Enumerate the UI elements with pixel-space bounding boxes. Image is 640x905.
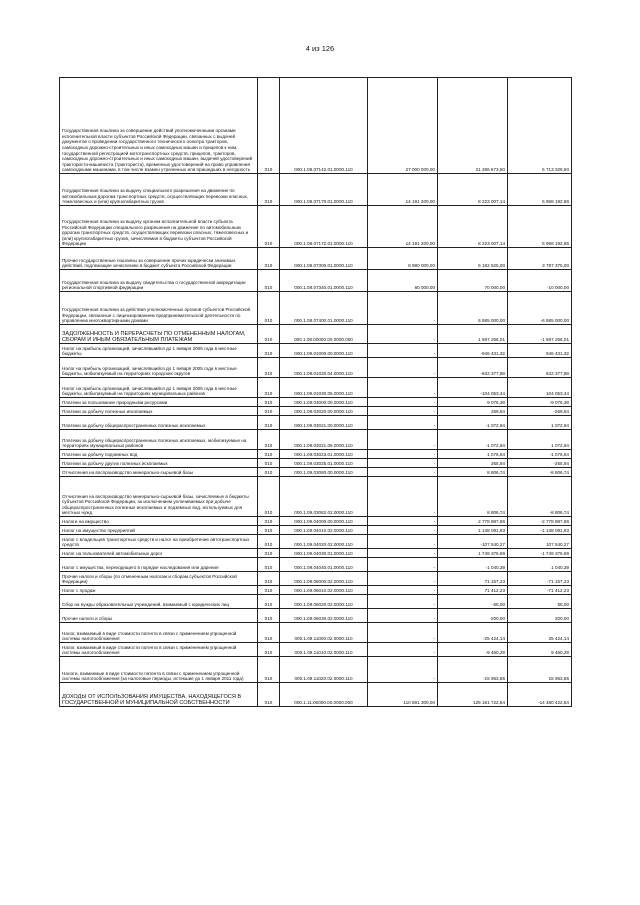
row-line-code: 010 [258,526,280,535]
row-name: Отчисления на воспроизводство минерально-сырьевой базы [60,468,258,477]
row-line-code: 010 [258,657,280,683]
row-name: Прочие налоги и сборы [60,609,258,623]
row-name: Платежи за добычу других полезных ископаемых [60,459,258,468]
row-line-code: 010 [258,683,280,707]
row-executed-value: 8 223 007,14 [438,206,508,248]
row-executed-value: 71 157,23 [438,572,508,586]
row-executed-value: 269,64 [438,407,508,416]
row-name: Налог на имущество предприятий [60,526,258,535]
row-executed-value: -1 072,94 [438,430,508,450]
row-executed-value: 125 161 722,84 [438,683,508,707]
row-budget-code: 000.1.09.03082.02.0000.110 [280,477,368,517]
row-executed-value: -1 072,94 [438,416,508,430]
row-name: Налоги, взимаемые в виде стоимости патента в связи с применением упрощенной системы налогообложения (за налоговые периоды, истекшие до 1 января 2011 года) [60,657,258,683]
row-plan-value: - [368,517,438,526]
row-plan-value: 14 191 200,00 [368,174,438,206]
row-remaining-value: 946 431,32 [508,344,572,358]
table-row [60,416,572,430]
row-remaining-value: -269,64 [508,407,572,416]
table-row [60,78,572,174]
row-name: Платежи за пользование природными ресурсами [60,398,258,407]
row-line-code: 010 [258,358,280,378]
row-remaining-value: 55,00 [508,595,572,609]
row-budget-code: 000.1.09.04020.02.0000.110 [280,535,368,549]
table-row [60,595,572,609]
row-line-code: 010 [258,595,280,609]
table-row [60,174,572,206]
row-remaining-value: 200,00 [508,609,572,623]
row-executed-value: 70 000,00 [438,270,508,292]
row-line-code: 010 [258,572,280,586]
row-plan-value: - [368,468,438,477]
row-line-code: 010 [258,477,280,517]
row-remaining-value: -71 412,23 [508,586,572,595]
row-executed-value: -25 424,14 [438,623,508,643]
row-remaining-value: -265,94 [508,459,572,468]
table-row [60,270,572,292]
row-plan-value: - [368,586,438,595]
row-name: Прочие налоги и сборы (по отмененным налогам и сборам субъектов Российской Федерации) [60,572,258,586]
row-plan-value: 27 000 000,00 [368,78,438,174]
row-line-code: 010 [258,586,280,595]
row-line-code: 010 [258,643,280,657]
row-remaining-value: 1 072,94 [508,430,572,450]
table-row [60,657,572,683]
row-remaining-value: -1 138 091,83 [508,526,572,535]
row-executed-value: -9 460,29 [438,643,508,657]
row-budget-code: 000.1.08.07340.01.0000.110 [280,270,368,292]
row-executed-value: -55,00 [438,595,508,609]
row-name: Прочие государственные пошлины за совершение прочих юридически значимых действий, подлежащие зачислению в бюджет субъекта Российской Федерации [60,248,258,270]
row-executed-value: -104 053,44 [438,378,508,398]
row-executed-value: 2 778 887,86 [438,517,508,526]
row-remaining-value: -8 806,74 [508,477,572,517]
row-plan-value: 14 191 200,00 [368,206,438,248]
table-row [60,477,572,517]
row-budget-code: 000.1.09.04040.01.0000.110 [280,558,368,572]
row-name: Сбор на нужды образовательных учреждений, взимаемый с юридических лиц [60,595,258,609]
row-budget-code: 000.1.08.07170.01.0000.110 [280,174,368,206]
table-row [60,643,572,657]
row-budget-code: 000.1.09.03021.05.0000.110 [280,430,368,450]
table-row [60,623,572,643]
row-remaining-value: 5 968 192,86 [508,206,572,248]
row-line-code: 010 [258,174,280,206]
row-name: ДОХОДЫ ОТ ИСПОЛЬЗОВАНИЯ ИМУЩЕСТВА, НАХОДЯЩЕГОСЯ В ГОСУДАРСТВЕННОЙ И МУНИЦИПАЛЬНОЙ СОБСТВЕННОСТИ [60,683,258,707]
row-plan-value: 8 980 000,00 [368,248,438,270]
row-name: Платежи за добычу полезных ископаемых [60,407,258,416]
row-name: Государственная пошлина за выдачу органом исполнительной власти субъекта Российской Федерации специального разрешения на движение по автомобильным дорогам транспортных средств, осуществляющих перевозки опасных, тяжеловесных и (или) крупногабаритных грузов, зачисляемая в бюджеты субъектов Российской Федерации [60,206,258,248]
row-line-code: 010 [258,344,280,358]
row-remaining-value: 15 963,85 [508,657,572,683]
table-row [60,358,572,378]
row-name: Налог, взимаемый в виде стоимости патента в связи с применением упрощенной системы налогообложения [60,643,258,657]
row-executed-value: 1 749 376,69 [438,549,508,558]
row-line-code: 010 [258,78,280,174]
row-executed-value: -107 540,27 [438,535,508,549]
row-line-code: 010 [258,407,280,416]
row-plan-value: - [368,292,438,325]
row-remaining-value: -9 076,38 [508,398,572,407]
row-budget-code: 000.1.09.03020.00.0000.110 [280,407,368,416]
row-name: Налог на пользователей автомобильных дорог [60,549,258,558]
table-row [60,586,572,595]
row-remaining-value: -14 480 422,84 [508,683,572,707]
row-executed-value: 71 412,23 [438,586,508,595]
row-plan-value: - [368,407,438,416]
row-plan-value: - [368,526,438,535]
row-name: Отчисления на воспроизводство минерально-сырьевой базы, зачисляемые в бюджеты субъектов Российской Федерации, за исключением уплачиваемых при добыче общераспространенных полезных ископаемых и подземных вод, используемых для местных нужд [60,477,258,517]
table-row [60,468,572,477]
row-remaining-value: -8 806,74 [508,468,572,477]
row-budget-code: 000.1.09.04010.02.0000.110 [280,526,368,535]
row-plan-value: - [368,609,438,623]
row-executed-value: 5 182 625,00 [438,248,508,270]
row-plan-value: - [368,595,438,609]
row-name: Налог на прибыль организаций, зачислявшийся до 1 января 2005 года в местные бюджеты [60,344,258,358]
row-line-code: 010 [258,450,280,459]
row-plan-value: 60 000,00 [368,270,438,292]
row-executed-value: -842 377,88 [438,358,508,378]
row-name: ЗАДОЛЖЕННОСТЬ И ПЕРЕРАСЧЕТЫ ПО ОТМЕНЕННЫМ НАЛОГАМ, СБОРАМ И ИНЫМ ОБЯЗАТЕЛЬНЫМ ПЛАТЕЖАМ [60,325,258,344]
budget-table [59,77,572,707]
row-name: Налог с владельцев транспортных средств и налог на приобретение автотранспортных средств [60,535,258,549]
row-plan-value: - [368,535,438,549]
row-executed-value: -1 040,39 [438,558,508,572]
row-plan-value: - [368,325,438,344]
row-executed-value: 8 223 007,14 [438,174,508,206]
row-budget-code: 000.1.09.04030.01.0000.110 [280,549,368,558]
row-budget-code: 000.1.09.11000.02.0000.110 [280,623,368,643]
row-executed-value: 8 806,74 [438,477,508,517]
row-executed-value: -15 963,85 [438,657,508,683]
row-executed-value: -946 431,32 [438,344,508,358]
row-budget-code: 000.1.09.03021.00.0000.110 [280,416,368,430]
row-line-code: 010 [258,430,280,450]
row-remaining-value: -6 585 000,00 [508,292,572,325]
row-line-code: 010 [258,609,280,623]
row-budget-code: 000.1.09.00000.00.0000.000 [280,325,368,344]
row-name: Налог, взимаемый в виде стоимости патента в связи с применением упрощенной системы налогообложения [60,623,258,643]
row-plan-value: - [368,643,438,657]
row-line-code: 010 [258,517,280,526]
row-line-code: 010 [258,623,280,643]
row-budget-code: 000.1.09.03023.01.0000.110 [280,450,368,459]
row-executed-value: -200,00 [438,609,508,623]
row-plan-value: - [368,558,438,572]
row-plan-value: - [368,477,438,517]
row-budget-code: 000.1.11.00000.00.0000.000 [280,683,368,707]
row-plan-value: - [368,344,438,358]
row-remaining-value: 1 072,94 [508,416,572,430]
row-remaining-value: 107 540,27 [508,535,572,549]
row-executed-value: 8 806,74 [438,468,508,477]
row-remaining-value: -1 687 266,01 [508,325,572,344]
row-name: Государственная пошлина за действия уполномоченных органов субъектов Российской Федерации, связанные с лицензированием предпринимательской деятельности по управлению многоквартирными домами [60,292,258,325]
table-row [60,344,572,358]
row-budget-code: 000.1.09.06010.02.0000.110 [280,586,368,595]
row-remaining-value: -10 000,00 [508,270,572,292]
row-remaining-value: -1 076,64 [508,450,572,459]
row-plan-value: - [368,657,438,683]
row-budget-code: 000.1.09.03025.01.0000.110 [280,459,368,468]
row-name: Налог на прибыль организаций, зачислявшийся до 1 января 2005 года в местные бюджеты, мобилизуемый на территориях муниципальных районов [60,378,258,398]
row-remaining-value: 5 968 192,86 [508,174,572,206]
table-row [60,683,572,707]
row-name: Налог с имущества, переходящего в порядке наследования или дарения [60,558,258,572]
row-budget-code: 000.1.09.06030.02.0000.110 [280,609,368,623]
table-row [60,558,572,572]
row-name: Налог на прибыль организаций, зачислявшийся до 1 января 2005 года в местные бюджеты, мобилизуемый на территориях городских округов [60,358,258,378]
table-row [60,430,572,450]
table-row [60,517,572,526]
row-plan-value: - [368,549,438,558]
row-executed-value: 6 585 000,00 [438,292,508,325]
row-line-code: 010 [258,206,280,248]
row-budget-code: 000.1.09.01000.00.0000.110 [280,344,368,358]
row-executed-value: 9 076,38 [438,398,508,407]
row-line-code: 010 [258,468,280,477]
row-executed-value: 265,94 [438,459,508,468]
row-plan-value: - [368,572,438,586]
row-plan-value: - [368,450,438,459]
table-row [60,325,572,344]
row-plan-value: - [368,623,438,643]
row-remaining-value: 5 713 326,50 [508,78,572,174]
table-row [60,206,572,248]
row-budget-code: 000.1.09.06020.02.0000.110 [280,595,368,609]
row-line-code: 010 [258,416,280,430]
table-row [60,450,572,459]
row-budget-code: 000.1.09.03080.00.0000.110 [280,468,368,477]
row-executed-value: 1 687 266,01 [438,325,508,344]
table-row [60,292,572,325]
table-row [60,526,572,535]
row-remaining-value: 9 460,29 [508,643,572,657]
table-row [60,398,572,407]
row-plan-value: - [368,398,438,407]
table-row [60,572,572,586]
row-name: Государственная пошлина за выдачу специального разрешения на движение по автомобильным дорогам транспортных средств, осуществляющих перевозки опасных, тяжеловесных и (или) крупногабаритных грузов [60,174,258,206]
row-budget-code: 000.1.08.07142.01.0000.110 [280,78,368,174]
row-executed-value: 1 076,64 [438,450,508,459]
row-executed-value: 21 286 673,50 [438,78,508,174]
row-budget-code: 000.1.09.01030.05.0000.110 [280,378,368,398]
row-plan-value: 110 681 300,00 [368,683,438,707]
row-remaining-value: 1 040,39 [508,558,572,572]
row-name: Налог с продаж [60,586,258,595]
row-plan-value: - [368,378,438,398]
row-remaining-value: 25 424,14 [508,623,572,643]
row-budget-code: 000.1.09.04000.00.0000.110 [280,517,368,526]
row-line-code: 010 [258,325,280,344]
row-budget-code: 000.1.09.11010.02.0000.110 [280,643,368,657]
row-name: Государственная пошлина за выдачу свидетельства о государственной аккредитации региональной спортивной федерации [60,270,258,292]
row-budget-code: 000.1.09.06000.02.0000.110 [280,572,368,586]
row-remaining-value: -2 778 887,86 [508,517,572,526]
row-line-code: 010 [258,558,280,572]
table-row [60,609,572,623]
row-name: Государственная пошлина за совершение действий уполномоченными органами исполнительной власти субъектов Российской Федерации, связанных с выдачей документов о проведении государственного технического осмотра тракторов, самоходных дорожно-строительных и иных самоходных машин и прицепов к ним, государственной регистрацией мототранспортных средств, прицепов, тракторов, самоходных дорожно-строительных и иных самоходных машин, выдачей удостоверений тракториста-машиниста (тракториста), временных удостоверений на право управления самоходными машинами, в том числе взамен утраченных или пришедших в негодность [60,78,258,174]
row-budget-code: 000.1.08.07300.01.0000.110 [280,248,368,270]
row-remaining-value: 842 377,88 [508,358,572,378]
row-line-code: 010 [258,270,280,292]
row-budget-code: 000.1.08.07172.01.0000.110 [280,206,368,248]
row-plan-value: - [368,416,438,430]
row-remaining-value: -71 157,23 [508,572,572,586]
row-line-code: 010 [258,248,280,270]
row-budget-code: 000.1.09.01020.04.0000.110 [280,358,368,378]
row-name: Налоги на имущество [60,517,258,526]
row-line-code: 010 [258,459,280,468]
table-row [60,549,572,558]
row-line-code: 010 [258,292,280,325]
row-budget-code: 000.1.08.07400.01.0000.110 [280,292,368,325]
table-row [60,407,572,416]
row-budget-code: 000.1.09.03000.00.0000.110 [280,398,368,407]
table-row [60,248,572,270]
row-executed-value: 1 138 091,83 [438,526,508,535]
row-plan-value: - [368,430,438,450]
row-line-code: 010 [258,549,280,558]
row-remaining-value: 3 797 375,00 [508,248,572,270]
row-plan-value: - [368,358,438,378]
row-line-code: 010 [258,398,280,407]
row-remaining-value: 104 053,44 [508,378,572,398]
table-row [60,535,572,549]
row-line-code: 010 [258,535,280,549]
row-name: Платежи за добычу общераспространенных полезных ископаемых [60,416,258,430]
row-name: Платежи за добычу общераспространенных полезных ископаемых, мобилизуемые на территориях муниципальных районов [60,430,258,450]
row-plan-value: - [368,459,438,468]
table-row [60,459,572,468]
row-name: Платежи за добычу подземных вод [60,450,258,459]
table-row [60,378,572,398]
table-body [60,78,572,707]
row-line-code: 010 [258,378,280,398]
row-remaining-value: -1 749 376,69 [508,549,572,558]
page-number: 4 из 126 [305,44,335,53]
row-budget-code: 000.1.09.11020.02.0000.110 [280,657,368,683]
